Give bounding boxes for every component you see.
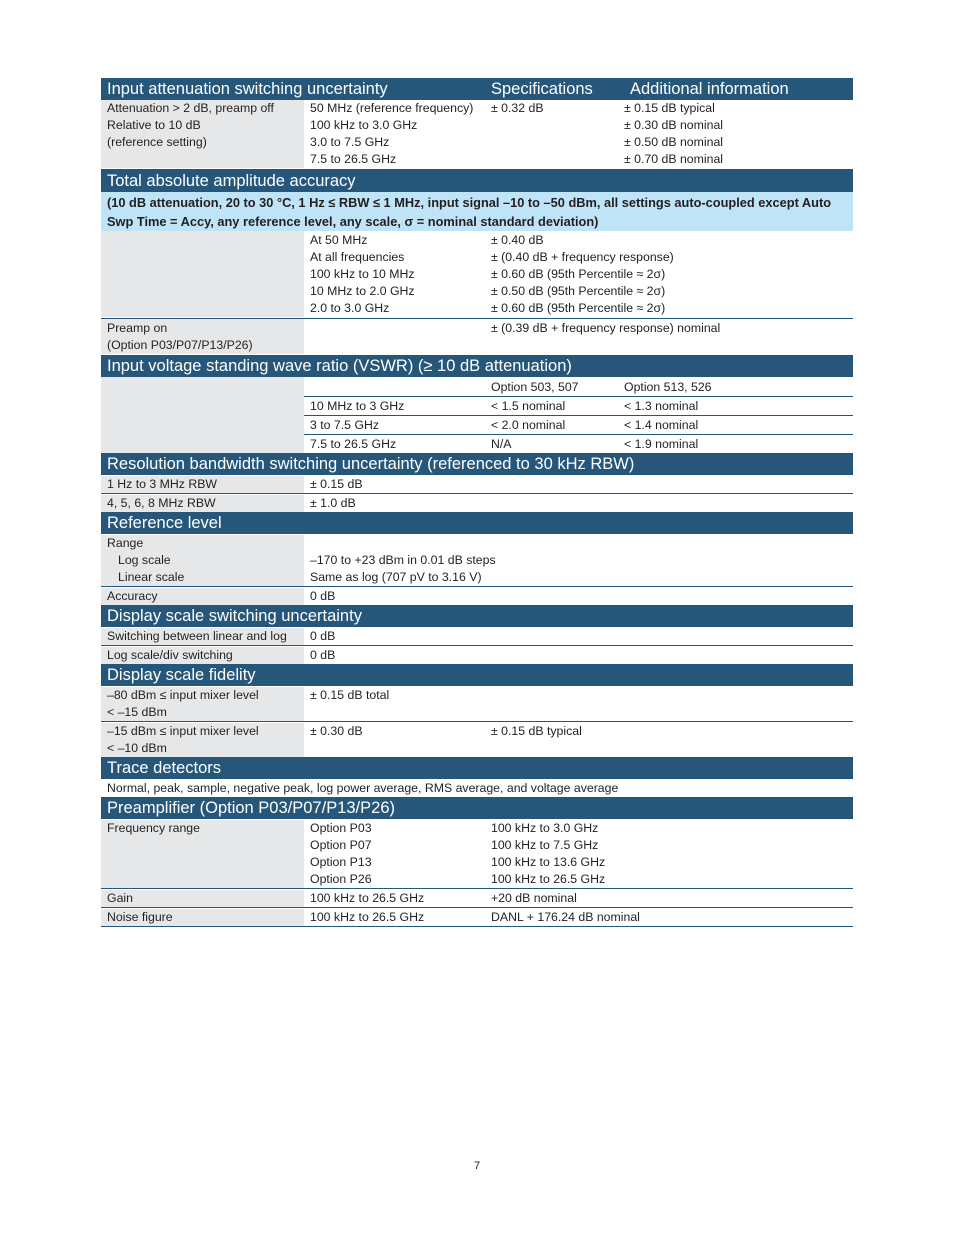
table-row	[101, 889, 853, 908]
table-row	[101, 686, 853, 722]
row-label	[101, 319, 304, 354]
cell-text: –15 dBm ≤ input mixer level	[107, 724, 259, 738]
row-label: Frequency range	[101, 820, 304, 888]
row-label	[101, 377, 304, 453]
cell-text: ± 0.60 dB (95th Percentile ≈ 2σ)	[491, 267, 666, 281]
row-options	[304, 820, 485, 888]
spec-table	[101, 78, 853, 927]
table-row	[101, 319, 853, 355]
column-option-a: Option 503, 507	[491, 380, 579, 394]
cell-text: Option P13	[310, 855, 372, 869]
cell-text: –80 dBm ≤ input mixer level	[107, 688, 259, 702]
row-label	[101, 231, 304, 317]
header-title: Display scale fidelity	[107, 666, 256, 684]
vswr-rows	[304, 377, 853, 453]
cell-option-b: < 1.3 nominal	[624, 399, 699, 413]
cell-text: Range	[107, 536, 144, 550]
row-label: Accuracy	[101, 588, 304, 605]
cell-text: Option P07	[310, 838, 372, 852]
cell-text: ± 0.60 dB (95th Percentile ≈ 2σ)	[491, 301, 666, 315]
row-frequency: 100 kHz to 26.5 GHz	[310, 891, 425, 905]
table-row	[304, 377, 853, 397]
cell-frequency: 3 to 7.5 GHz	[310, 418, 380, 432]
cell-text: Option P03	[310, 821, 372, 835]
cell-text: –170 to +23 dBm in 0.01 dB steps	[310, 553, 496, 567]
cell-text: ± 0.70 dB nominal	[624, 152, 724, 166]
table-row	[101, 779, 853, 797]
table-row	[304, 416, 853, 435]
header-title: Preamplifier (Option P03/P07/P13/P26)	[107, 799, 395, 817]
trace-detectors-list: Normal, peak, sample, negative peak, log power average, RMS average, and voltage average	[107, 781, 619, 795]
header-title: Reference level	[107, 514, 222, 532]
header-title: Trace detectors	[107, 759, 222, 777]
cell-text: 2.0 to 3.0 GHz	[310, 301, 390, 315]
cell-text: 100 kHz to 10 MHz	[310, 267, 415, 281]
cell-text: Same as log (707 pV to 3.16 V)	[310, 570, 482, 584]
row-value: 0 dB	[310, 629, 336, 643]
row-label	[101, 535, 304, 586]
cell-text: ± 0.30 dB nominal	[624, 118, 724, 132]
row-value: 0 dB	[310, 589, 336, 603]
header-title: Input attenuation switching uncertainty	[107, 80, 388, 98]
row-spec	[485, 100, 618, 168]
row-label	[101, 100, 304, 168]
section-header-vswr	[101, 355, 853, 377]
row-value: ± 1.0 dB	[310, 496, 356, 510]
table-row	[101, 587, 853, 605]
cell-text: Relative to 10 dB	[107, 118, 201, 132]
header-additional-information: Additional information	[630, 80, 789, 98]
header-title: Input voltage standing wave ratio (VSWR) (≥ 10 dB attenuation)	[107, 357, 572, 375]
cell-text: 10 MHz to 2.0 GHz	[310, 284, 415, 298]
cell-frequency: 10 MHz to 3 GHz	[310, 399, 405, 413]
header-title: Display scale switching uncertainty	[107, 607, 362, 625]
cell-text: 100 kHz to 26.5 GHz	[491, 872, 606, 886]
row-label: Noise figure	[101, 909, 304, 926]
cell-text: Preamp on	[107, 321, 168, 335]
cell-text: 50 MHz (reference frequency)	[310, 101, 474, 115]
row-frequency	[304, 231, 485, 317]
row-label: Gain	[101, 890, 304, 907]
cell-text: ± 0.50 dB (95th Percentile ≈ 2σ)	[491, 284, 666, 298]
cell-spacer	[310, 535, 853, 552]
cell-text: Option P26	[310, 872, 372, 886]
section-header-preamplifier	[101, 797, 853, 819]
cell-option-a: < 2.0 nominal	[491, 418, 566, 432]
cell-text: ± (0.39 dB + frequency response) nominal	[491, 321, 721, 335]
cell-text: (reference setting)	[107, 135, 207, 149]
cell-text: At all frequencies	[310, 250, 405, 264]
cell-text: ± 0.40 dB	[491, 233, 544, 247]
row-label	[101, 723, 304, 757]
row-spec	[485, 319, 853, 354]
cell-empty	[304, 379, 485, 396]
cell-option-a: N/A	[491, 437, 512, 451]
row-label: Switching between linear and log	[101, 628, 304, 645]
table-row	[101, 100, 853, 170]
row-frequency	[304, 319, 485, 354]
row-frequency	[304, 100, 485, 168]
table-row	[101, 722, 853, 757]
table-row	[304, 435, 853, 453]
header-title: Resolution bandwidth switching uncertainty (referenced to 30 kHz RBW)	[107, 455, 635, 473]
row-label	[101, 687, 304, 721]
cell-option-b: < 1.9 nominal	[624, 437, 699, 451]
section-header-trace-detectors	[101, 757, 853, 779]
row-spec	[485, 231, 853, 317]
cell-text: 100 kHz to 13.6 GHz	[491, 855, 606, 869]
column-option-b: Option 513, 526	[624, 380, 712, 394]
table-row	[101, 627, 853, 646]
table-row	[101, 231, 853, 319]
cell-text: (Option P03/P07/P13/P26)	[107, 338, 253, 352]
table-row	[101, 646, 853, 664]
cell-text: At 50 MHz	[310, 233, 368, 247]
page-number: 7	[473, 1160, 481, 1172]
row-value: +20 dB nominal	[491, 891, 577, 905]
header-specifications: Specifications	[491, 80, 593, 98]
table-row	[101, 908, 853, 927]
cell-text: Linear scale	[118, 570, 185, 584]
cell-text: < –15 dBm	[107, 705, 167, 719]
vswr-block	[101, 377, 853, 453]
row-value: ± 0.30 dB	[310, 724, 363, 738]
cell-option-b: < 1.4 nominal	[624, 418, 699, 432]
row-value	[304, 535, 853, 586]
cell-text: Log scale	[118, 553, 171, 567]
row-value: ± 0.15 dB total	[310, 688, 390, 702]
cell-text: ± 0.15 dB typical	[624, 101, 715, 115]
cell-text: 100 kHz to 7.5 GHz	[491, 838, 599, 852]
section-header-rbw-switching	[101, 453, 853, 475]
cell-text: 100 kHz to 3.0 GHz	[491, 821, 599, 835]
cell-text: ± 0.50 dB nominal	[624, 135, 724, 149]
table-row	[101, 819, 853, 889]
row-label: 4, 5, 6, 8 MHz RBW	[101, 495, 304, 512]
cell-option-a: < 1.5 nominal	[491, 399, 566, 413]
table-row	[101, 494, 853, 512]
row-frequency: 100 kHz to 26.5 GHz	[310, 910, 425, 924]
row-label: 1 Hz to 3 MHz RBW	[101, 476, 304, 493]
cell-text: 7.5 to 26.5 GHz	[310, 152, 397, 166]
section-header-amplitude-accuracy	[101, 170, 853, 192]
row-value: DANL + 176.24 dB nominal	[491, 910, 640, 924]
cell-frequency: 7.5 to 26.5 GHz	[310, 437, 397, 451]
cell-text: ± (0.40 dB + frequency response)	[491, 250, 674, 264]
row-ranges	[485, 820, 853, 888]
row-value: 0 dB	[310, 648, 336, 662]
cell-text: ± 0.32 dB	[491, 101, 544, 115]
cell-text: 3.0 to 7.5 GHz	[310, 135, 390, 149]
conditions-note: (10 dB attenuation, 20 to 30 °C, 1 Hz ≤ RBW ≤ 1 MHz, input signal –10 to –50 dBm, all settings auto-coupled except Auto Swp Time = Accy, any reference level, any scale, σ = nominal standard deviation)	[101, 192, 853, 231]
section-header-display-scale-fidelity	[101, 664, 853, 686]
table-row	[101, 475, 853, 494]
table-row	[304, 397, 853, 416]
row-additional	[618, 100, 853, 168]
table-row	[101, 534, 853, 587]
cell-text: Attenuation > 2 dB, preamp off	[107, 101, 274, 115]
cell-text: < –10 dBm	[107, 741, 167, 755]
row-value: ± 0.15 dB	[310, 477, 363, 491]
header-title: Total absolute amplitude accuracy	[107, 172, 356, 190]
section-header-reference-level	[101, 512, 853, 534]
cell-text: 100 kHz to 3.0 GHz	[310, 118, 418, 132]
row-additional: ± 0.15 dB typical	[491, 724, 582, 738]
section-header-display-scale-switching	[101, 605, 853, 627]
section-header-attenuation	[101, 78, 853, 100]
row-label: Log scale/div switching	[101, 647, 304, 664]
